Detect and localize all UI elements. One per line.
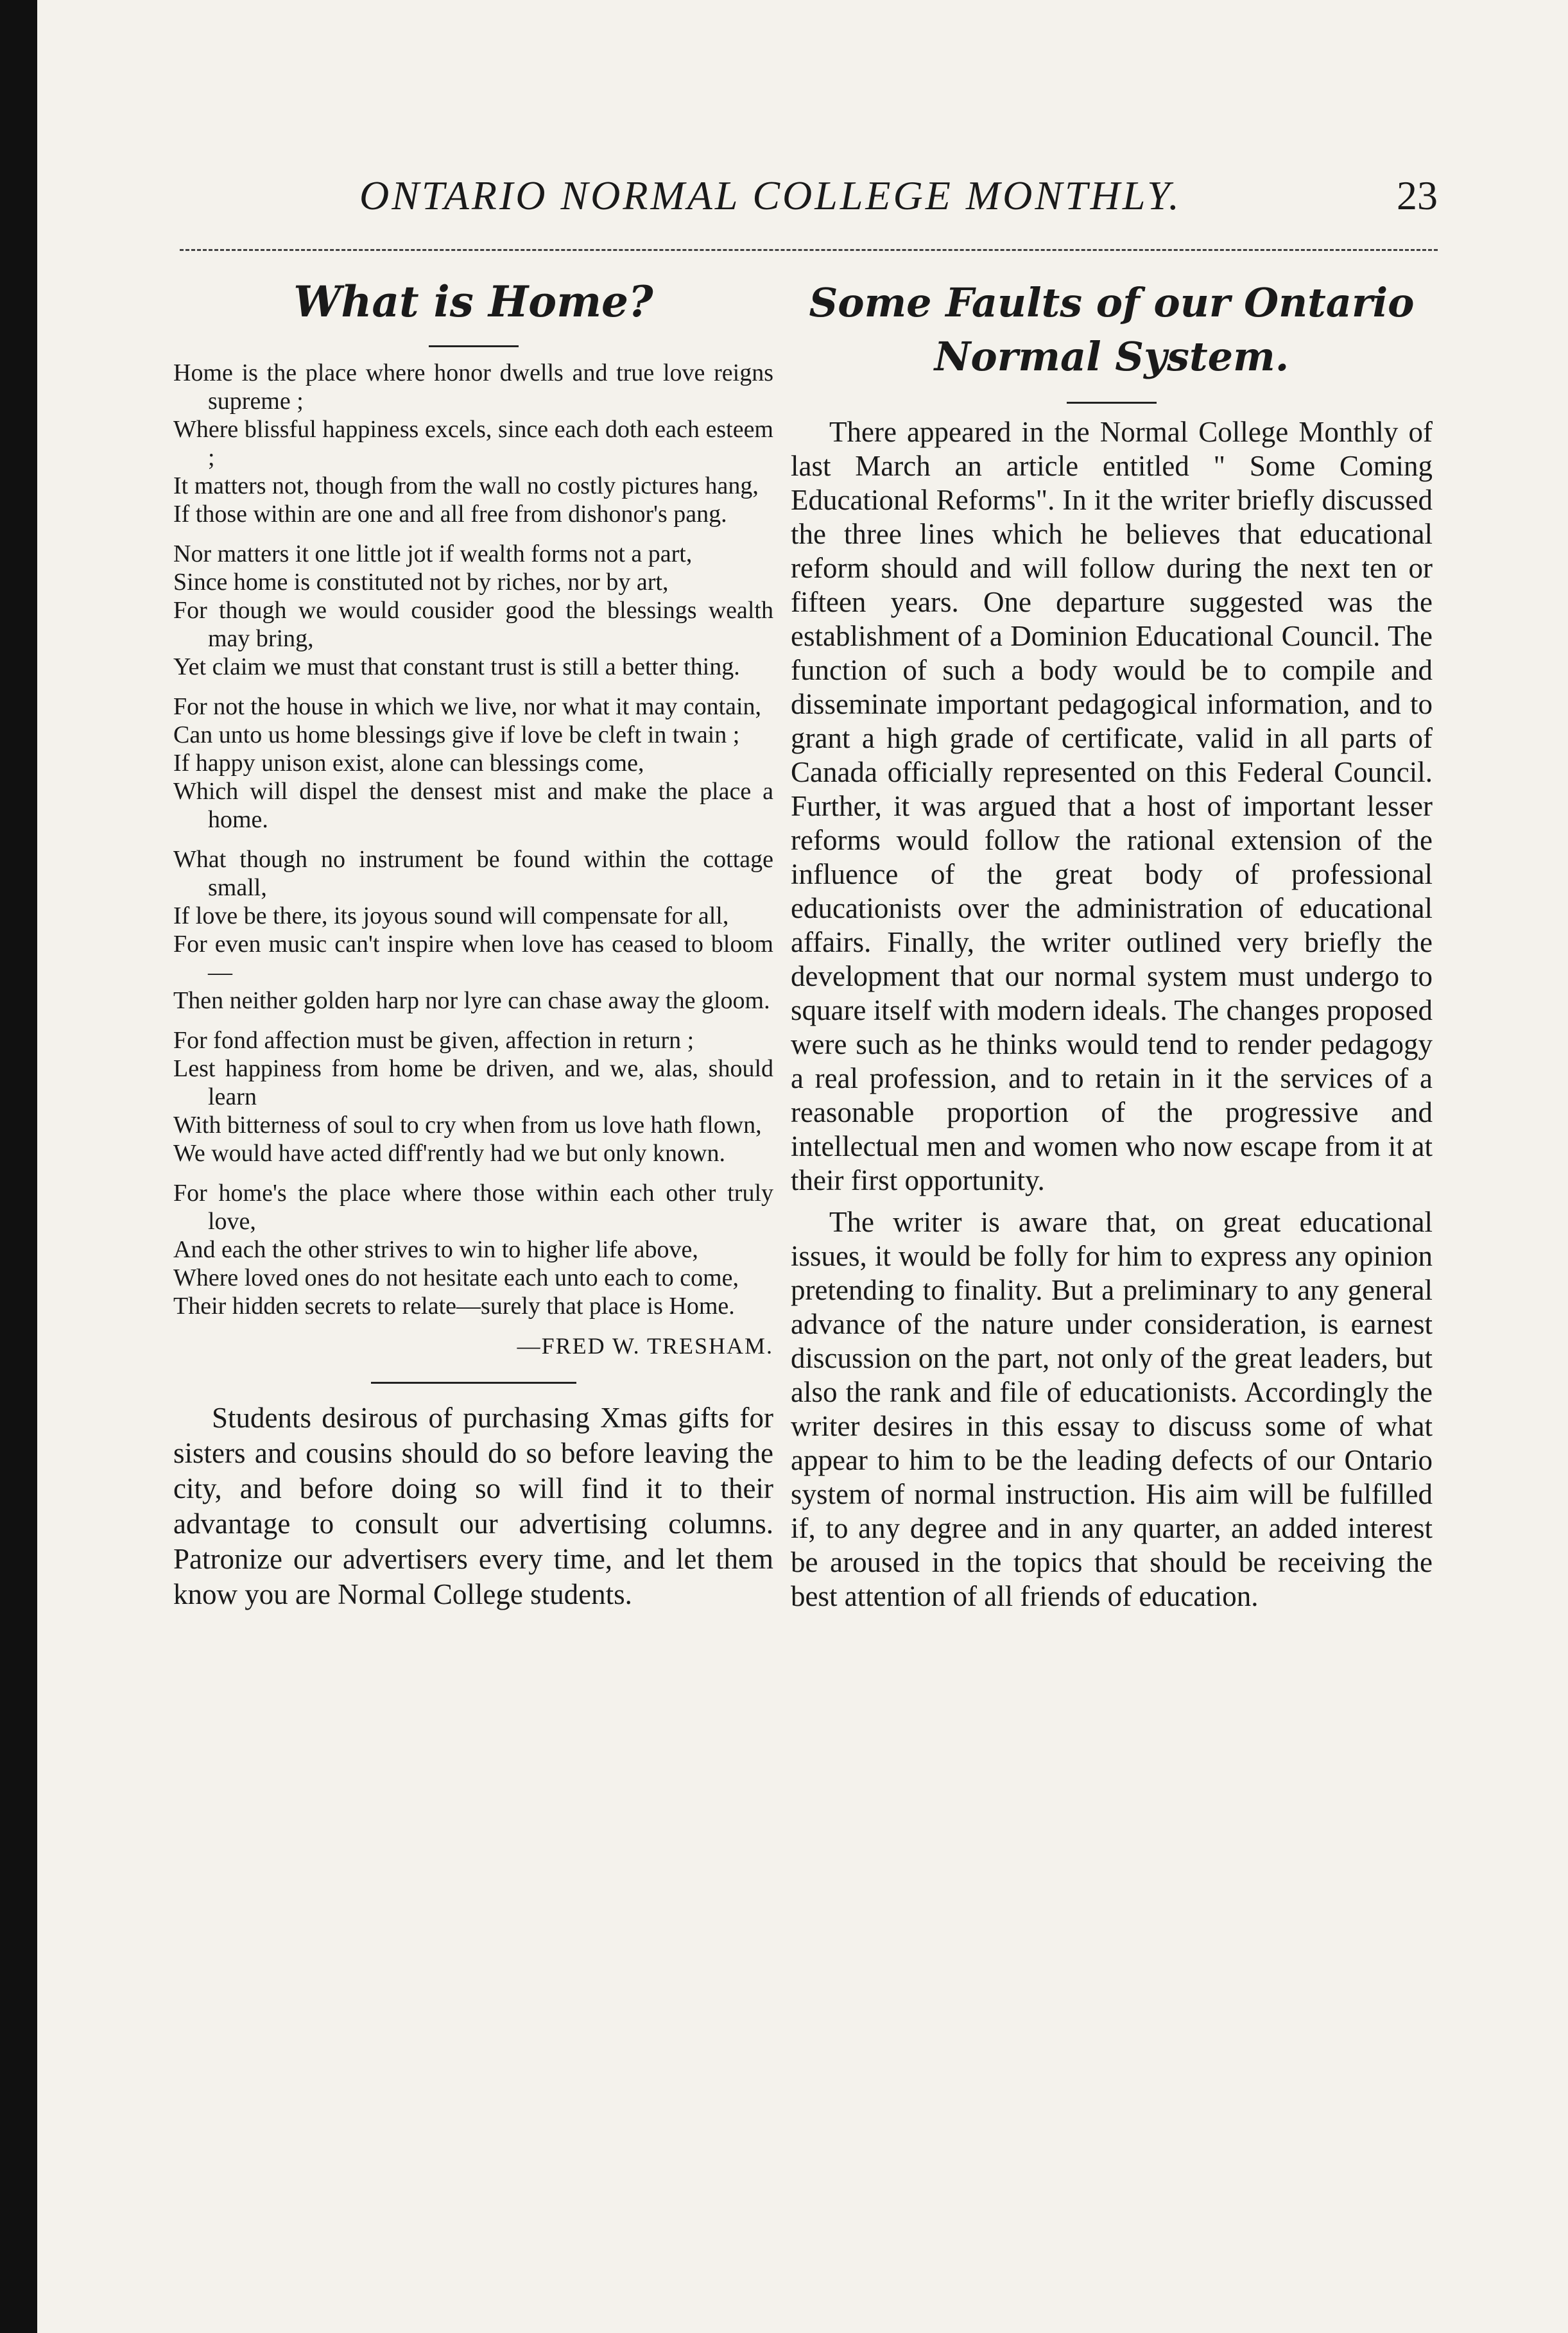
poem-stanza bbox=[173, 359, 773, 528]
poem-line: For though we would cousider good the blessings wealth may bring, bbox=[173, 597, 773, 652]
article-title: Some Faults of our Ontario Normal System. bbox=[809, 279, 1415, 380]
page-header bbox=[359, 172, 1438, 230]
poem-line: Then neither golden harp nor lyre can chase away the gloom. bbox=[173, 987, 770, 1014]
poem-title: What is Home? bbox=[293, 277, 653, 327]
poem-line: Where blissful happiness excels, since each doth each esteem ; bbox=[173, 416, 773, 471]
poem-stanza bbox=[173, 1179, 773, 1320]
poem-stanza bbox=[173, 693, 773, 834]
poem-line: Since home is constituted not by riches, nor by art, bbox=[173, 569, 669, 596]
section-rule bbox=[371, 1382, 576, 1384]
right-column bbox=[791, 276, 1433, 2266]
poem-line: Where loved ones do not hesitate each unto each to come, bbox=[173, 1264, 739, 1291]
poem-author: —FRED W. TRESHAM. bbox=[517, 1333, 773, 1359]
poem-line: Can unto us home blessings give if love be cleft in twain ; bbox=[173, 721, 740, 748]
poem-line: And each the other strives to win to higher life above, bbox=[173, 1236, 698, 1263]
journal-title: ONTARIO NORMAL COLLEGE MONTHLY. bbox=[359, 173, 1182, 218]
poem-line: For even music can't inspire when love has ceased to bloom— bbox=[173, 931, 773, 986]
title-rule bbox=[1067, 402, 1157, 404]
article-paragraph: There appeared in the Normal College Monthly of last March an article entitled " Some Coming Educational Reforms". In it the writer briefly discussed the three lines which he believes that educational reform should and will follow during the next ten or fifteen years. One departure suggested was the establishment of a Dominion Educational Council. The function of such a body would be to compile and disseminate important pedagogical information, and to grant a high grade of certificate, valid in all parts of Canada officially represented on this Federal Council. Further, it was argued that a host of important lesser reforms would follow the rational extension of the influence of the great body of professional educationists over the administration of educational affairs. Finally, the writer outlined very briefly the development that our normal system must undergo to square itself with modern ideals. The changes proposed were such as he thinks would tend to render pedagogy a real profession, and to retain in it the services of a reasonable proportion of the progressive and intellectual men and women who now escape from it at their first opportunity. bbox=[791, 416, 1433, 1196]
poem-line: For not the house in which we live, nor what it may contain, bbox=[173, 693, 762, 720]
scan-binding-edge bbox=[0, 0, 37, 2333]
header-rule bbox=[180, 249, 1438, 251]
poem-line: Which will dispel the densest mist and make the place a home. bbox=[173, 778, 773, 833]
poem-line: For fond affection must be given, affection in return ; bbox=[173, 1027, 694, 1054]
poem-line: Nor matters it one little jot if wealth forms not a part, bbox=[173, 540, 693, 567]
title-rule bbox=[429, 345, 519, 347]
advertising-notice: Students desirous of purchasing Xmas gifts for sisters and cousins should do so before leaving the city, and before doing so will find it to their advantage to consult our advertising columns. Patronize our advertisers every time, and let them know you are Normal College students. bbox=[173, 1402, 773, 1610]
article-paragraph: The writer is aware that, on great educational issues, it would be folly for him to express any opinion pretending to finality. But a preliminary to any general advance of the nature under consideration, is earnest discussion on the part, not only of the great leaders, but also the rank and file of educationists. Accordingly the writer desires in this essay to discuss some of what appear to him to be the leading defects of our Ontario system of normal instruction. His aim will be fulfilled if, to any degree and in any quarter, an added interest be aroused in the topics that should be receiving the best attention of all friends of education. bbox=[791, 1206, 1433, 1612]
poem-line: If those within are one and all free from dishonor's pang. bbox=[173, 501, 727, 528]
poem-line: If happy unison exist, alone can blessings come, bbox=[173, 750, 644, 777]
poem-line: Yet claim we must that constant trust is still a better thing. bbox=[173, 653, 740, 680]
poem-line: For home's the place where those within each other truly love, bbox=[173, 1180, 773, 1235]
poem-line: With bitterness of soul to cry when from us love hath flown, bbox=[173, 1112, 762, 1139]
poem-line: We would have acted diff'rently had we but only known. bbox=[173, 1140, 725, 1167]
poem-stanza bbox=[173, 1026, 773, 1167]
poem-stanza bbox=[173, 845, 773, 1015]
poem-line: Home is the place where honor dwells and true love reigns supreme ; bbox=[173, 359, 773, 415]
poem-line: It matters not, though from the wall no costly pictures hang, bbox=[173, 472, 759, 499]
poem-line: Their hidden secrets to relate—surely that place is Home. bbox=[173, 1293, 735, 1320]
poem-stanza bbox=[173, 540, 773, 681]
poem-line: If love be there, its joyous sound will compensate for all, bbox=[173, 902, 729, 929]
poem-line: Lest happiness from home be driven, and we, alas, should learn bbox=[173, 1055, 773, 1110]
left-column bbox=[173, 276, 773, 2266]
poem-line: What though no instrument be found within the cottage small, bbox=[173, 846, 773, 901]
page-number: 23 bbox=[1397, 173, 1438, 218]
